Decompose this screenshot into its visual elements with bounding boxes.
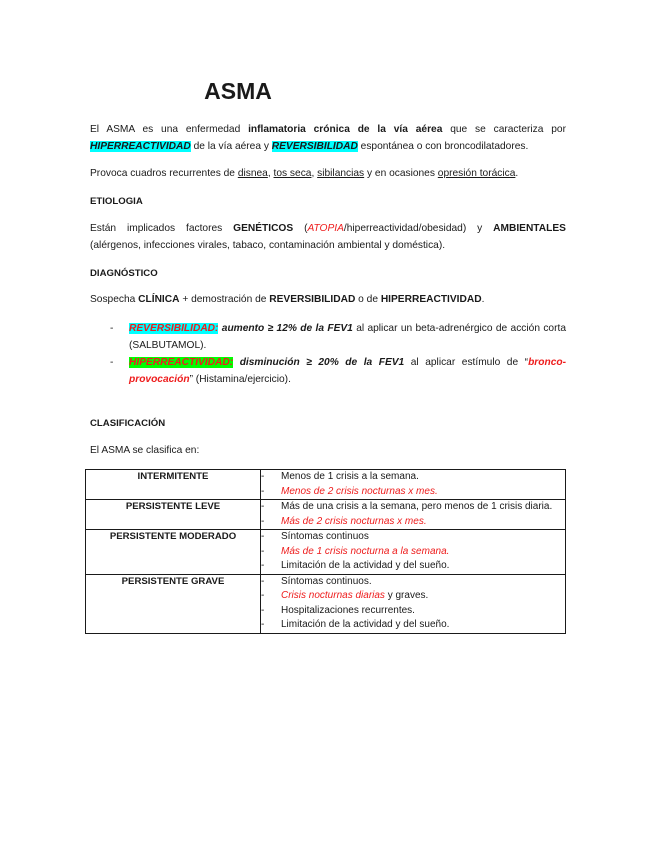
list-item: - HIPERREACTIVIDAD: disminución ≥ 20% de la FEV1 al aplicar estímulo de “bronco-provocación” (Histamina/ejercicio). xyxy=(110,357,566,385)
symptom-opresion-toracica: opresión torácica xyxy=(437,168,516,179)
category-cell: PERSISTENTE LEVE xyxy=(86,500,261,530)
table-row xyxy=(86,530,566,575)
description-cell: - Síntomas continuos - Más de 1 crisis nocturna a la semana. - Limitación de la actividad y del sueño. xyxy=(261,530,566,575)
label-hiperreactividad: HIPERREACTIVIDAD: xyxy=(129,357,234,368)
symptom-disnea: disnea xyxy=(237,168,268,179)
diagnostico-paragraph: Sospecha CLÍNICA + demostración de REVERSIBILIDAD o de HIPERREACTIVIDAD. xyxy=(90,294,485,305)
table-row xyxy=(86,574,566,633)
category-cell: PERSISTENTE MODERADO xyxy=(86,530,261,575)
description-cell: - Menos de 1 crisis a la semana. - Menos de 2 crisis nocturnas x mes. xyxy=(261,470,566,500)
page-title: ASMA xyxy=(204,78,272,104)
list-item: - REVERSIBILIDAD: aumento ≥ 12% de la FEV1 al aplicar un beta-adrenérgico de acción corta (SALBUTAMOL). xyxy=(110,323,566,351)
label-reversibilidad: REVERSIBILIDAD: xyxy=(129,323,219,334)
heading-etiologia: ETIOLOGIA xyxy=(90,196,143,207)
table-row xyxy=(86,470,566,500)
classification-table xyxy=(85,469,566,634)
description-cell: - Síntomas continuos. - Crisis nocturnas diarias y graves. - Hospitalizaciones recurrentes. - Limitación de la actividad y del sueño. xyxy=(261,574,566,633)
heading-clasificacion: CLASIFICACIÓN xyxy=(90,418,166,429)
category-cell: INTERMITENTE xyxy=(86,470,261,500)
diagnostico-list xyxy=(110,320,566,388)
category-cell: PERSISTENTE GRAVE xyxy=(86,574,261,633)
atopia-text: ATOPIA xyxy=(307,223,344,234)
symptom-sibilancias: sibilancias xyxy=(317,168,365,179)
description-cell: - Más de una crisis a la semana, pero menos de 1 crisis diaria. - Más de 2 crisis nocturnas x mes. xyxy=(261,500,566,530)
table-row xyxy=(86,500,566,530)
highlight-reversibilidad: REVERSIBILIDAD xyxy=(271,141,358,152)
intro-paragraph-1: El ASMA es una enfermedad inflamatoria crónica de la vía aérea que se caracteriza por HIPERREACTIVIDAD de la vía aérea y REVERSIBILIDAD espontánea o con broncodilatadores. xyxy=(90,124,566,152)
highlight-hiperreactividad: HIPERREACTIVIDAD xyxy=(90,141,191,152)
clasificacion-intro: El ASMA se clasifica en: xyxy=(90,445,200,456)
etiologia-paragraph: Están implicados factores GENÉTICOS (ATOPIA/hiperreactividad/obesidad) y AMBIENTALES (alérgenos, infecciones virales, tabaco, contaminación ambiental y doméstica). xyxy=(90,223,566,251)
symptom-tos-seca: tos seca xyxy=(273,168,312,179)
intro-paragraph-2: Provoca cuadros recurrentes de disnea, tos seca, sibilancias y en ocasiones opresión torácica. xyxy=(90,168,519,179)
heading-diagnostico: DIAGNÓSTICO xyxy=(90,268,158,279)
